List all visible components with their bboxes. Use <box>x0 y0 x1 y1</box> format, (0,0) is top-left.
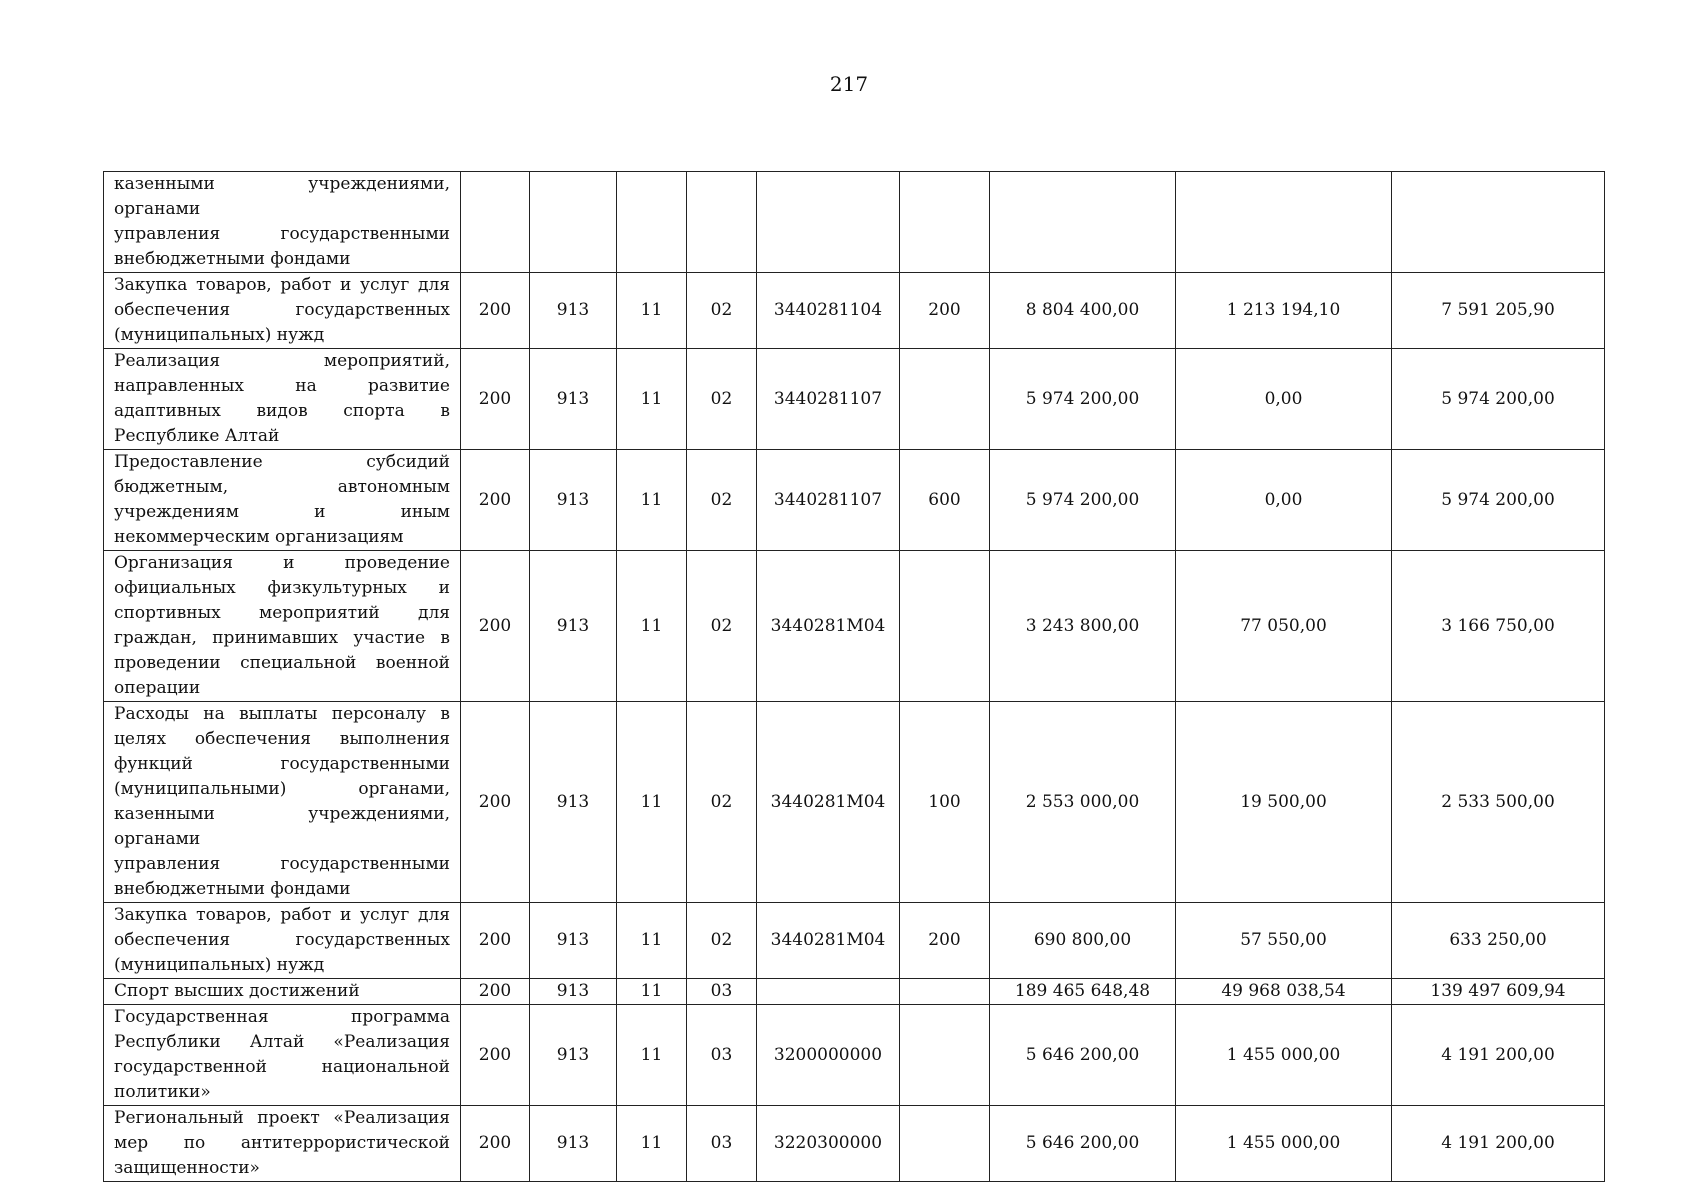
amount-column-3 <box>1392 172 1605 273</box>
table-row <box>104 273 1605 349</box>
code-column-3: 11 <box>617 702 687 903</box>
code-column-4: 02 <box>687 903 757 979</box>
code-column-1: 200 <box>461 1106 530 1182</box>
description-line: Государственная программа <box>114 1007 450 1027</box>
amount-column-2: 1 455 000,00 <box>1176 1106 1392 1182</box>
description-line: внебюджетными фондами <box>114 249 351 269</box>
code-column-2: 913 <box>530 903 617 979</box>
amount-column-2: 1 455 000,00 <box>1176 1005 1392 1106</box>
description-line: мер по антитеррористической <box>114 1133 450 1153</box>
amount-column-3: 5 974 200,00 <box>1392 450 1605 551</box>
code-column-6: 200 <box>900 273 990 349</box>
description-line: Закупка товаров, работ и услуг для <box>114 275 450 295</box>
table-row <box>104 172 1605 273</box>
amount-column-2: 0,00 <box>1176 349 1392 450</box>
description-line: спортивных мероприятий для <box>114 603 450 623</box>
description-line: (муниципальных) нужд <box>114 325 325 345</box>
code-column-6 <box>900 349 990 450</box>
description-line: политики» <box>114 1082 211 1102</box>
code-column-4: 02 <box>687 702 757 903</box>
amount-column-1 <box>990 172 1176 273</box>
code-column-6: 600 <box>900 450 990 551</box>
code-column-4 <box>687 172 757 273</box>
code-column-5: 3440281107 <box>757 349 900 450</box>
row-description <box>104 273 461 349</box>
code-column-3: 11 <box>617 349 687 450</box>
code-column-6 <box>900 551 990 702</box>
description-line: Закупка товаров, работ и услуг для <box>114 905 450 925</box>
page-number: 217 <box>829 72 869 96</box>
row-description <box>104 349 461 450</box>
description-line: операции <box>114 678 201 698</box>
amount-column-2: 49 968 038,54 <box>1176 979 1392 1005</box>
code-column-3: 11 <box>617 551 687 702</box>
code-column-6 <box>900 1005 990 1106</box>
table-row <box>104 551 1605 702</box>
code-column-4: 03 <box>687 1106 757 1182</box>
code-column-5: 3440281М04 <box>757 903 900 979</box>
code-column-5 <box>757 172 900 273</box>
code-column-2: 913 <box>530 979 617 1005</box>
code-column-1: 200 <box>461 551 530 702</box>
description-line: казенными учреждениями, органами <box>114 174 450 219</box>
row-description <box>104 1106 461 1182</box>
description-line: государственной национальной <box>114 1057 450 1077</box>
description-line: бюджетным, автономным <box>114 477 450 497</box>
amount-column-3: 5 974 200,00 <box>1392 349 1605 450</box>
description-line: некоммерческим организациям <box>114 527 404 547</box>
row-description <box>104 450 461 551</box>
code-column-5: 3440281107 <box>757 450 900 551</box>
description-line: официальных физкультурных и <box>114 578 450 598</box>
code-column-4: 02 <box>687 450 757 551</box>
code-column-2 <box>530 172 617 273</box>
row-description <box>104 1005 461 1106</box>
code-column-6 <box>900 979 990 1005</box>
table-row <box>104 450 1605 551</box>
amount-column-3: 633 250,00 <box>1392 903 1605 979</box>
description-line: Спорт высших достижений <box>114 981 360 1001</box>
code-column-1: 200 <box>461 349 530 450</box>
description-line: управления государственными <box>114 224 450 244</box>
description-line: (муниципальных) нужд <box>114 955 325 975</box>
table-row <box>104 1005 1605 1106</box>
code-column-1: 200 <box>461 979 530 1005</box>
code-column-5: 3200000000 <box>757 1005 900 1106</box>
description-line: обеспечения государственных <box>114 930 450 950</box>
code-column-2: 913 <box>530 1106 617 1182</box>
description-line: адаптивных видов спорта в <box>114 401 450 421</box>
code-column-3: 11 <box>617 1106 687 1182</box>
description-line: функций государственными <box>114 754 450 774</box>
amount-column-3: 4 191 200,00 <box>1392 1005 1605 1106</box>
code-column-3: 11 <box>617 903 687 979</box>
description-line: защищенности» <box>114 1158 260 1178</box>
description-line: проведении специальной военной <box>114 653 450 673</box>
code-column-1 <box>461 172 530 273</box>
code-column-4: 02 <box>687 349 757 450</box>
description-line: целях обеспечения выполнения <box>114 729 450 749</box>
budget-table-body <box>104 172 1605 1182</box>
amount-column-1: 5 646 200,00 <box>990 1005 1176 1106</box>
code-column-6: 200 <box>900 903 990 979</box>
description-line: внебюджетными фондами <box>114 879 351 899</box>
code-column-1: 200 <box>461 450 530 551</box>
amount-column-1: 5 646 200,00 <box>990 1106 1176 1182</box>
amount-column-3: 3 166 750,00 <box>1392 551 1605 702</box>
budget-table <box>103 171 1605 1182</box>
amount-column-3: 139 497 609,94 <box>1392 979 1605 1005</box>
table-row <box>104 1106 1605 1182</box>
code-column-5: 3440281М04 <box>757 551 900 702</box>
code-column-4: 03 <box>687 1005 757 1106</box>
amount-column-3: 2 533 500,00 <box>1392 702 1605 903</box>
code-column-3: 11 <box>617 450 687 551</box>
row-description <box>104 903 461 979</box>
code-column-6: 100 <box>900 702 990 903</box>
table-row <box>104 349 1605 450</box>
description-line: казенными учреждениями, органами <box>114 804 450 849</box>
code-column-2: 913 <box>530 349 617 450</box>
code-column-6 <box>900 172 990 273</box>
description-line: Республике Алтай <box>114 426 280 446</box>
table-row <box>104 979 1605 1005</box>
description-line: Республики Алтай «Реализация <box>114 1032 450 1052</box>
amount-column-2: 77 050,00 <box>1176 551 1392 702</box>
amount-column-2: 19 500,00 <box>1176 702 1392 903</box>
code-column-2: 913 <box>530 273 617 349</box>
code-column-1: 200 <box>461 1005 530 1106</box>
code-column-2: 913 <box>530 1005 617 1106</box>
code-column-1: 200 <box>461 273 530 349</box>
code-column-2: 913 <box>530 702 617 903</box>
description-line: управления государственными <box>114 854 450 874</box>
code-column-5 <box>757 979 900 1005</box>
code-column-1: 200 <box>461 903 530 979</box>
description-line: граждан, принимавших участие в <box>114 628 450 648</box>
code-column-4: 02 <box>687 551 757 702</box>
code-column-5: 3440281М04 <box>757 702 900 903</box>
description-line: обеспечения государственных <box>114 300 450 320</box>
row-description <box>104 551 461 702</box>
code-column-5: 3440281104 <box>757 273 900 349</box>
amount-column-1: 5 974 200,00 <box>990 450 1176 551</box>
description-line: учреждениям и иным <box>114 502 450 522</box>
description-line: Предоставление субсидий <box>114 452 450 472</box>
description-line: Региональный проект «Реализация <box>114 1108 450 1128</box>
table-row <box>104 903 1605 979</box>
code-column-3: 11 <box>617 1005 687 1106</box>
description-line: направленных на развитие <box>114 376 450 396</box>
amount-column-3: 7 591 205,90 <box>1392 273 1605 349</box>
amount-column-3: 4 191 200,00 <box>1392 1106 1605 1182</box>
amount-column-1: 2 553 000,00 <box>990 702 1176 903</box>
row-description <box>104 702 461 903</box>
amount-column-1: 8 804 400,00 <box>990 273 1176 349</box>
description-line: Расходы на выплаты персоналу в <box>114 704 450 724</box>
code-column-4: 02 <box>687 273 757 349</box>
description-line: (муниципальными) органами, <box>114 779 450 799</box>
row-description <box>104 979 461 1005</box>
amount-column-2: 0,00 <box>1176 450 1392 551</box>
code-column-3: 11 <box>617 979 687 1005</box>
code-column-2: 913 <box>530 551 617 702</box>
row-description <box>104 172 461 273</box>
amount-column-1: 189 465 648,48 <box>990 979 1176 1005</box>
amount-column-1: 690 800,00 <box>990 903 1176 979</box>
amount-column-2: 1 213 194,10 <box>1176 273 1392 349</box>
description-line: Реализация мероприятий, <box>114 351 450 371</box>
amount-column-2 <box>1176 172 1392 273</box>
code-column-5: 3220300000 <box>757 1106 900 1182</box>
description-line: Организация и проведение <box>114 553 450 573</box>
code-column-2: 913 <box>530 450 617 551</box>
amount-column-2: 57 550,00 <box>1176 903 1392 979</box>
code-column-3: 11 <box>617 273 687 349</box>
code-column-4: 03 <box>687 979 757 1005</box>
code-column-3 <box>617 172 687 273</box>
code-column-1: 200 <box>461 702 530 903</box>
amount-column-1: 3 243 800,00 <box>990 551 1176 702</box>
code-column-6 <box>900 1106 990 1182</box>
table-row <box>104 702 1605 903</box>
amount-column-1: 5 974 200,00 <box>990 349 1176 450</box>
